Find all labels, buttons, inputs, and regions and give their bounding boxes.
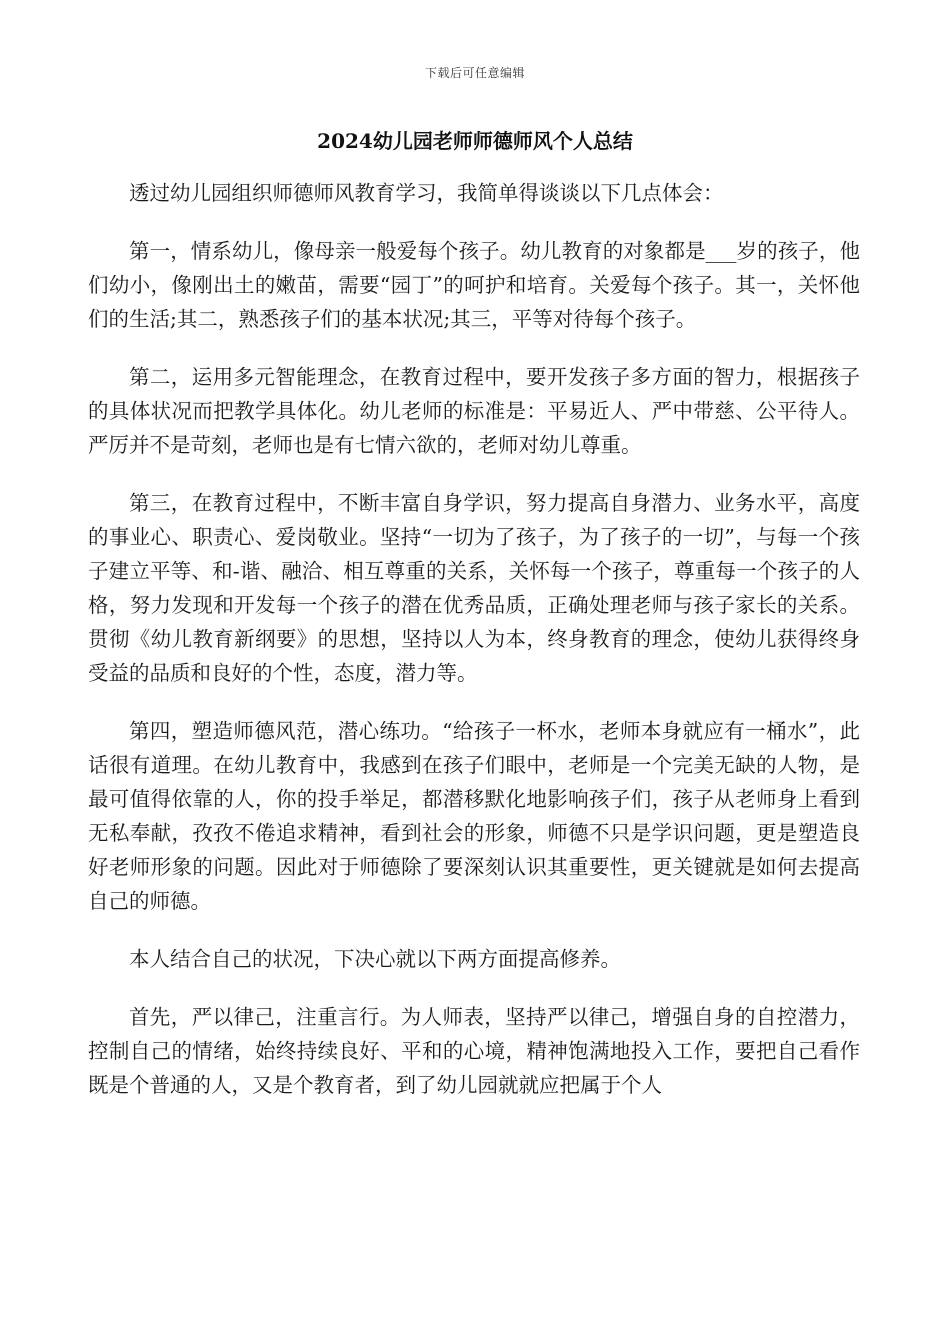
paragraph-first-aspect: 首先，严以律己，注重言行。为人师表，坚持严以律己，增强自身的自控潜力，控制自己的情绪，始终持续良好、平和的心境，精神饱满地投入工作，要把自己看作既是个普通的人，又是个教育者，到了幼儿园就就应把属于个人 — [88, 1005, 860, 1097]
paragraph-intro: 透过幼儿园组织师德师风教育学习，我简单得谈谈以下几点体会： — [129, 181, 724, 205]
paragraph-point-one: 第一，情系幼儿，像母亲一般爱每个孩子。幼儿教育的对象都是___岁的孩子，他们幼小，像刚出土的嫩苗，需要“园丁”的呵护和培育。关爱每个孩子。其一，关怀他们的生活;其二，熟悉孩子们的基本状况;其三，平等对待每个孩子。 — [88, 239, 860, 331]
document-body — [88, 170, 860, 1126]
paragraph-point-four: 第四，塑造师德风范，潜心练功。“给孩子一杯水，老师本身就应有一桶水”，此话很有道理。在幼儿教育中，我感到在孩子们眼中，老师是一个完美无缺的人物，是最可值得依靠的人，你的投手举足，都潜移默化地影响孩子们，孩子从老师身上看到无私奉献，孜孜不倦追求精神，看到社会的形象，师德不只是学识问题，更是塑造良好老师形象的问题。因此对于师德除了要深刻认识其重要性，更关键就是如何去提高自己的师德。 — [88, 719, 860, 913]
paragraph-resolution: 本人结合自己的状况，下决心就以下两方面提高修养。 — [129, 947, 621, 971]
paragraph-point-two: 第二，运用多元智能理念，在教育过程中，要开发孩子多方面的智力，根据孩子的具体状况而把教学具体化。幼儿老师的标准是：平易近人、严中带慈、公平待人。严厉并不是苛刻，老师也是有七情六欲的，老师对幼儿尊重。 — [88, 365, 860, 457]
download-note: 下载后可任意编辑 — [424, 66, 525, 80]
paragraph-point-three: 第三，在教育过程中，不断丰富自身学识，努力提高自身潜力、业务水平，高度的事业心、职责心、爱岗敬业。坚持“一切为了孩子，为了孩子的一切”，与每一个孩子建立平等、和-谐、融洽、相互尊重的关系，关怀每一个孩子，尊重每一个孩子的人格，努力发现和开发每一个孩子的潜在优秀品质，正确处理老师与孩子家长的关系。贯彻《幼儿教育新纲要》的思想，坚持以人为本，终身教育的理念，使幼儿获得终身受益的品质和良好的个性，态度，潜力等。 — [88, 491, 860, 685]
document-title: 2024幼儿园老师师德师风个人总结 — [317, 129, 633, 153]
